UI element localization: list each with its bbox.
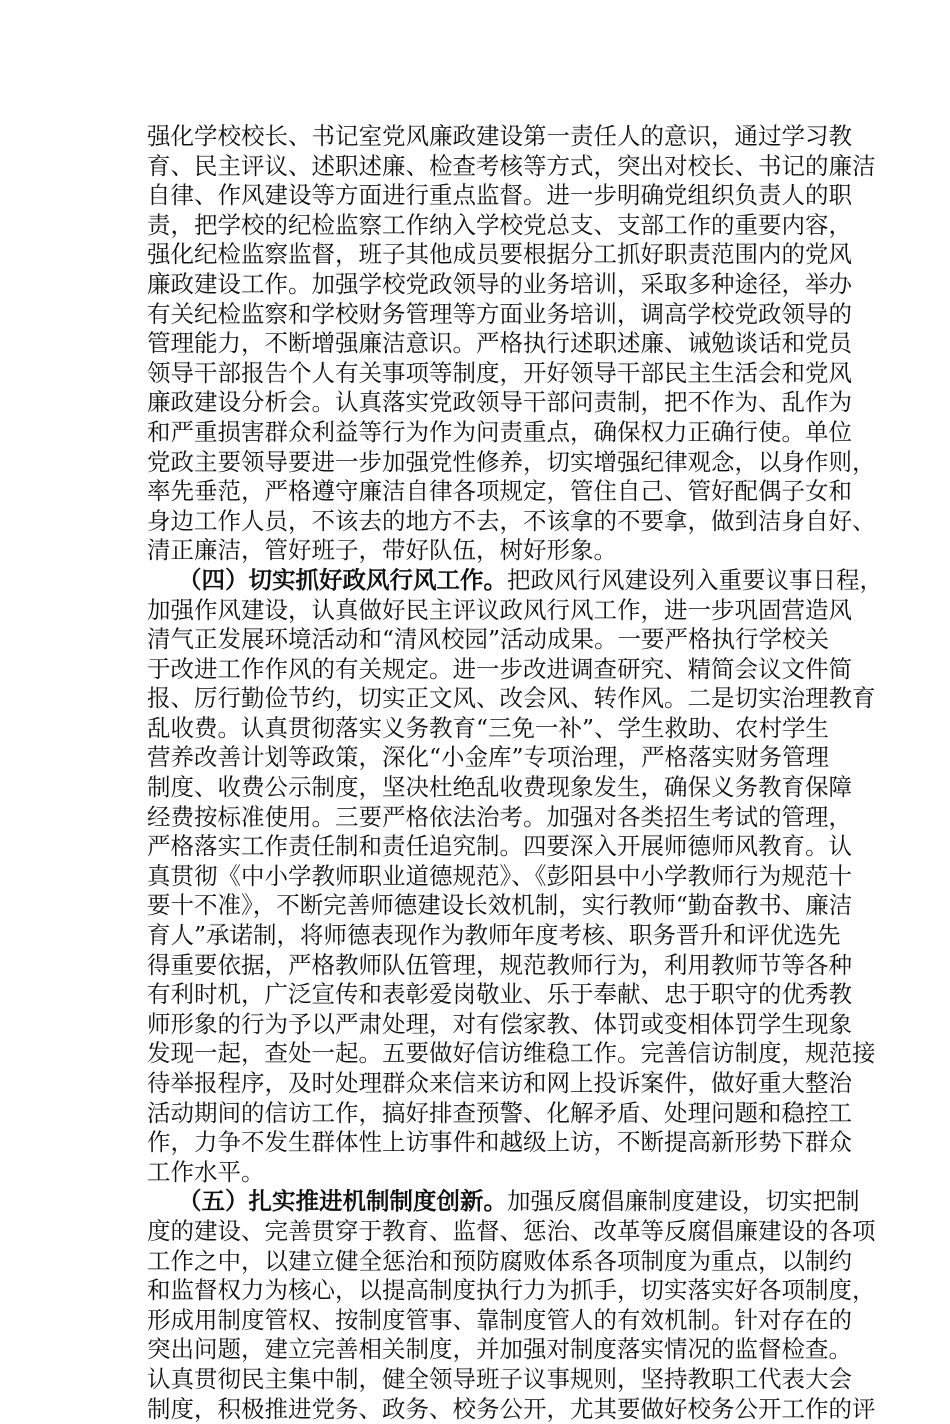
text-line: 于改进工作作风的有关规定。进一步改进调查研究、精简会议文件简 (147, 654, 852, 683)
text-line: 身边工作人员，不该去的地方不去，不该拿的不要拿，做到洁身自好、 (147, 506, 876, 535)
text-line: 突出问题，建立完善相关制度，并加强对制度落实情况的监督检查。 (147, 1335, 852, 1364)
section-5-heading: （五）扎实推进机制制度创新。 (178, 1187, 507, 1216)
text-line: 形成用制度管权、按制度管事、靠制度管人的有效机制。针对存在的 (147, 1305, 852, 1334)
text-line: 工作之中，以建立健全惩治和预防腐败体系各项制度为重点，以制约 (147, 1246, 852, 1275)
text-line: 待举报程序，及时处理群众来信来访和网上投诉案件，做好重大整治 (147, 1069, 852, 1097)
section-5-paragraph (147, 1187, 876, 1424)
section-4-paragraph (147, 565, 883, 1187)
text-line: 严格落实工作责任制和责任追究制。四要深入开展师德师风教育。认 (147, 832, 852, 861)
text-line: 领导干部报告个人有关事项等制度，开好领导干部民主生活会和党风 (147, 358, 852, 387)
text-line: 育、民主评议、述职述廉、检查考核等方式，突出对校长、书记的廉洁 (147, 151, 876, 180)
text-line: 加强作风建设，认真做好民主评议政风行风工作，进一步巩固营造风 (147, 595, 852, 624)
text-line: 制度、收费公示制度，坚决杜绝乱收费现象发生，确保义务教育保障 (147, 773, 852, 802)
text-line: 廉政建设分析会。认真落实党政领导干部问责制，把不作为、乱作为 (147, 388, 852, 417)
text-line: 活动期间的信访工作，搞好排查预警、化解矛盾、处理问题和稳控工 (147, 1098, 852, 1127)
text-line: 认真贯彻民主集中制，健全领导班子议事规则，坚持教职工代表大会 (147, 1364, 852, 1393)
text-line: 强化学校校长、书记室党风廉政建设第一责任人的意识，通过学习教 (147, 122, 852, 150)
text-line: 得重要依据，严格教师队伍管理，规范教师行为，利用教师节等各种 (147, 950, 852, 979)
text-line: 工作水平。 (147, 1157, 265, 1186)
text-line: 清气正发展环境活动和“清风校园”活动成果。一要严格执行学校关 (147, 625, 830, 654)
text-line: 师形象的行为予以严肃处理，对有偿家教、体罚或变相体罚学生现象 (147, 1009, 852, 1038)
document-body (147, 122, 883, 1424)
text-line: 有关纪检监察和学校财务管理等方面业务培训，调高学校党政领导的 (147, 299, 852, 328)
text-line: 责，把学校的纪检监察工作纳入学校党总支、支部工作的重要内容， (147, 210, 852, 239)
section-5-first-line (147, 1187, 860, 1217)
text-line: 强化纪检监察监督，班子其他成员要根据分工抓好职责范围内的党风 (147, 240, 852, 269)
text-line: 经费按标准使用。三要严格依法治考。加强对各类招生考试的管理， (147, 802, 852, 831)
text-line: 育人”承诺制，将师德表现作为教师年度考核、职务晋升和评优选先 (147, 921, 841, 950)
text-line: 和监督权力为核心，以提高制度执行力为抓手，切实落实好各项制度， (147, 1276, 876, 1305)
text-line: 制度，积极推进党务、政务、校务公开，尤其要做好校务公开工作的评 (147, 1394, 876, 1423)
section-4-heading: （四）切实抓好政风行风工作。 (178, 565, 507, 594)
text-line: 报、厉行勤俭节约，切实正文风、改会风、转作风。二是切实治理教育 (147, 684, 876, 713)
text-run: 把政风行风建设列入重要议事日程， (507, 565, 883, 594)
text-line: 作，力争不发生群体性上访事件和越级上访，不断提高新形势下群众 (147, 1128, 852, 1157)
text-line: 和严重损害群众利益等行为作为问责重点，确保权力正确行使。单位 (147, 417, 852, 446)
text-line: 廉政建设工作。加强学校党政领导的业务培训，采取多种途径，举办 (147, 269, 852, 298)
section-4-first-line (147, 565, 883, 596)
text-line: 要十不准》，不断完善师德建设长效机制，实行教师“勤奋教书、廉洁 (147, 891, 853, 920)
text-line: 有利时机，广泛宣传和表彰爱岗敬业、乐于奉献、忠于职守的优秀教 (147, 980, 852, 1009)
text-line: 管理能力，不断增强廉洁意识。严格执行述职述廉、诫勉谈话和党员 (147, 329, 852, 358)
text-line: 率先垂范，严格遵守廉洁自律各项规定，管住自己、管好配偶子女和 (147, 477, 852, 506)
text-run: 加强反腐倡廉制度建设，切实把制 (507, 1187, 860, 1216)
text-line: 自律、作风建设等方面进行重点监督。进一步明确党组织负责人的职 (147, 181, 852, 210)
text-line: 营养改善计划等政策，深化“小金库”专项治理，严格落实财务管理 (147, 743, 830, 772)
intro-paragraph (147, 122, 876, 566)
text-line: 清正廉洁，管好班子，带好队伍，树好形象。 (147, 536, 617, 565)
text-line: 度的建设、完善贯穿于教育、监督、惩治、改革等反腐倡廉建设的各项 (147, 1216, 876, 1245)
text-line: 发现一起，查处一起。五要做好信访维稳工作。完善信访制度，规范接 (147, 1039, 876, 1068)
text-line: 乱收费。认真贯彻落实义务教育“三免一补”、学生救助、农村学生 (147, 713, 830, 742)
text-line: 真贯彻《中小学教师职业道德规范》、《彭阳县中小学教师行为规范十 (147, 861, 852, 890)
text-line: 党政主要领导要进一步加强党性修养，切实增强纪律观念，以身作则， (147, 447, 876, 476)
